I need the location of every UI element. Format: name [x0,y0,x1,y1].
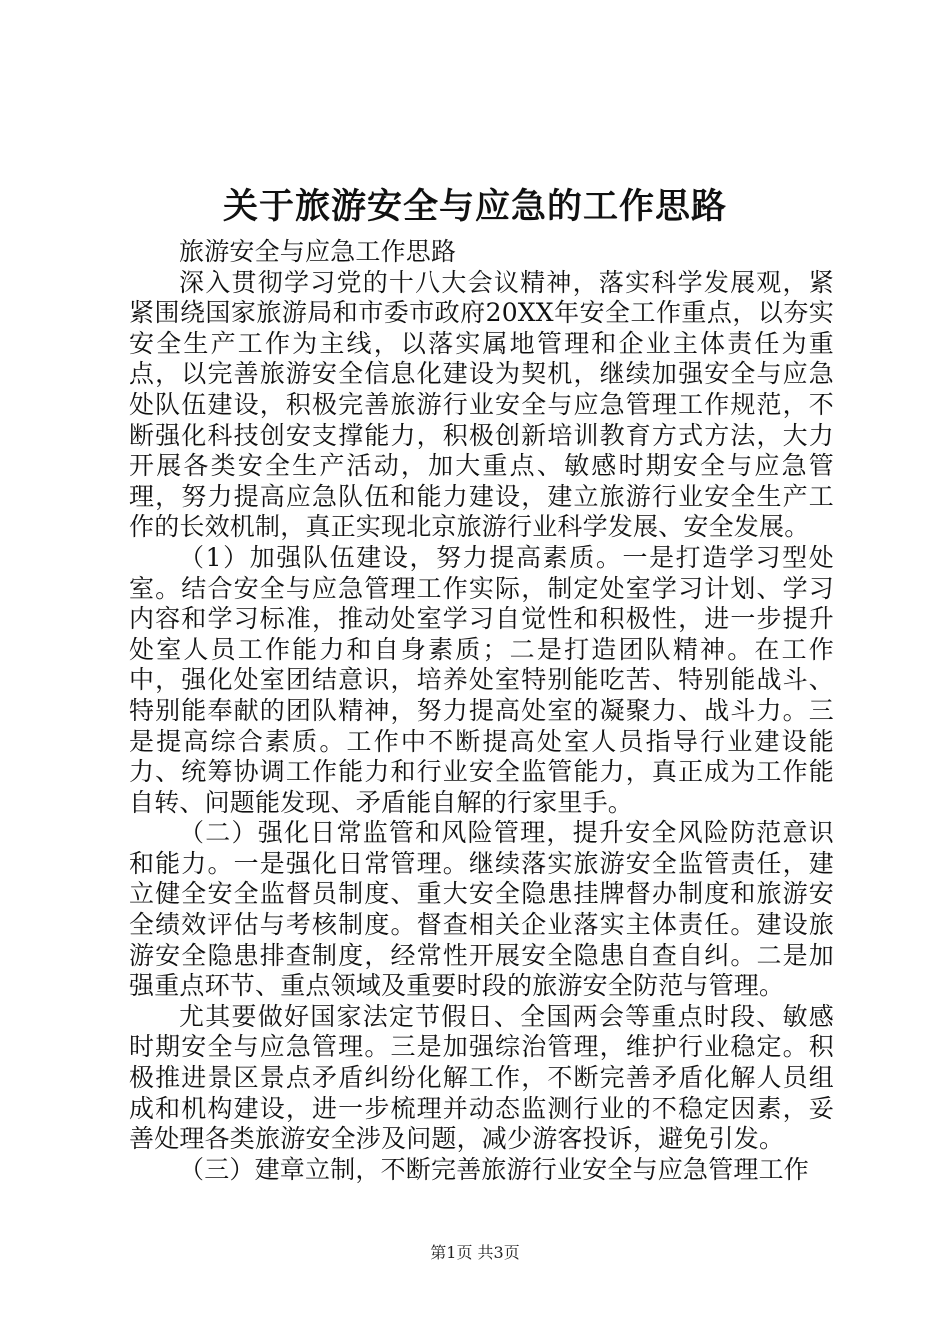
paragraph-section-3: （三）建章立制，不断完善旅游行业安全与应急管理工作 [179,1154,810,1184]
paragraph-section-2-continued: 尤其要做好国家法定节假日、全国两会等重点时段、敏感时期安全与应急管理。三是加强综治管理，维护行业稳定。积极推进景区景点矛盾纠纷化解工作，不断完善矛盾化解人员组成和机构建设，进一步梳理并动态监测行业的不稳定因素，妥善处理各类旅游安全涉及问题，减少游客投诉，避免引发。 [129,1001,834,1154]
paragraph-intro: 深入贯彻学习党的十八大会议精神，落实科学发展观，紧紧围绕国家旅游局和市委市政府20XX年安全工作重点，以夯实安全生产工作为主线，以落实属地管理和企业主体责任为重点，以完善旅游安全信息化建设为契机，继续加强安全与应急处队伍建设，积极完善旅游行业安全与应急管理工作规范，不断强化科技创安支撑能力，积极创新培训教育方式方法，大力开展各类安全生产活动，加大重点、敏感时期安全与应急管理，努力提高应急队伍和能力建设，建立旅游行业安全生产工作的长效机制，真正实现北京旅游行业科学发展、安全发展。 [129,267,834,542]
document-body [129,237,834,1185]
page-number-footer: 第1页 共3页 [430,1243,520,1262]
paragraph-subtitle: 旅游安全与应急工作思路 [179,237,457,266]
paragraph-section-2: （二）强化日常监管和风险管理，提升安全风险防范意识和能力。一是强化日常管理。继续落实旅游安全监管责任，建立健全安全监督员制度、重大安全隐患挂牌督办制度和旅游安全绩效评估与考核制度。督查相关企业落实主体责任。建设旅游安全隐患排查制度，经常性开展安全隐患自查自纠。二是加强重点环节、重点领域及重要时段的旅游安全防范与管理。 [129,818,834,1001]
document-title: 关于旅游安全与应急的工作思路 [222,186,727,227]
paragraph-section-1: （1）加强队伍建设，努力提高素质。一是打造学习型处室。结合安全与应急管理工作实际，制定处室学习计划、学习内容和学习标准，推动处室学习自觉性和积极性，进一步提升处室人员工作能力和自身素质；二是打造团队精神。在工作中，强化处室团结意识，培养处室特别能吃苦、特别能战斗、特别能奉献的团队精神，努力提高处室的凝聚力、战斗力。三是提高综合素质。工作中不断提高处室人员指导行业建设能力、统筹协调工作能力和行业安全监管能力，真正成为工作能自转、问题能发现、矛盾能自解的行家里手。 [129,542,834,817]
